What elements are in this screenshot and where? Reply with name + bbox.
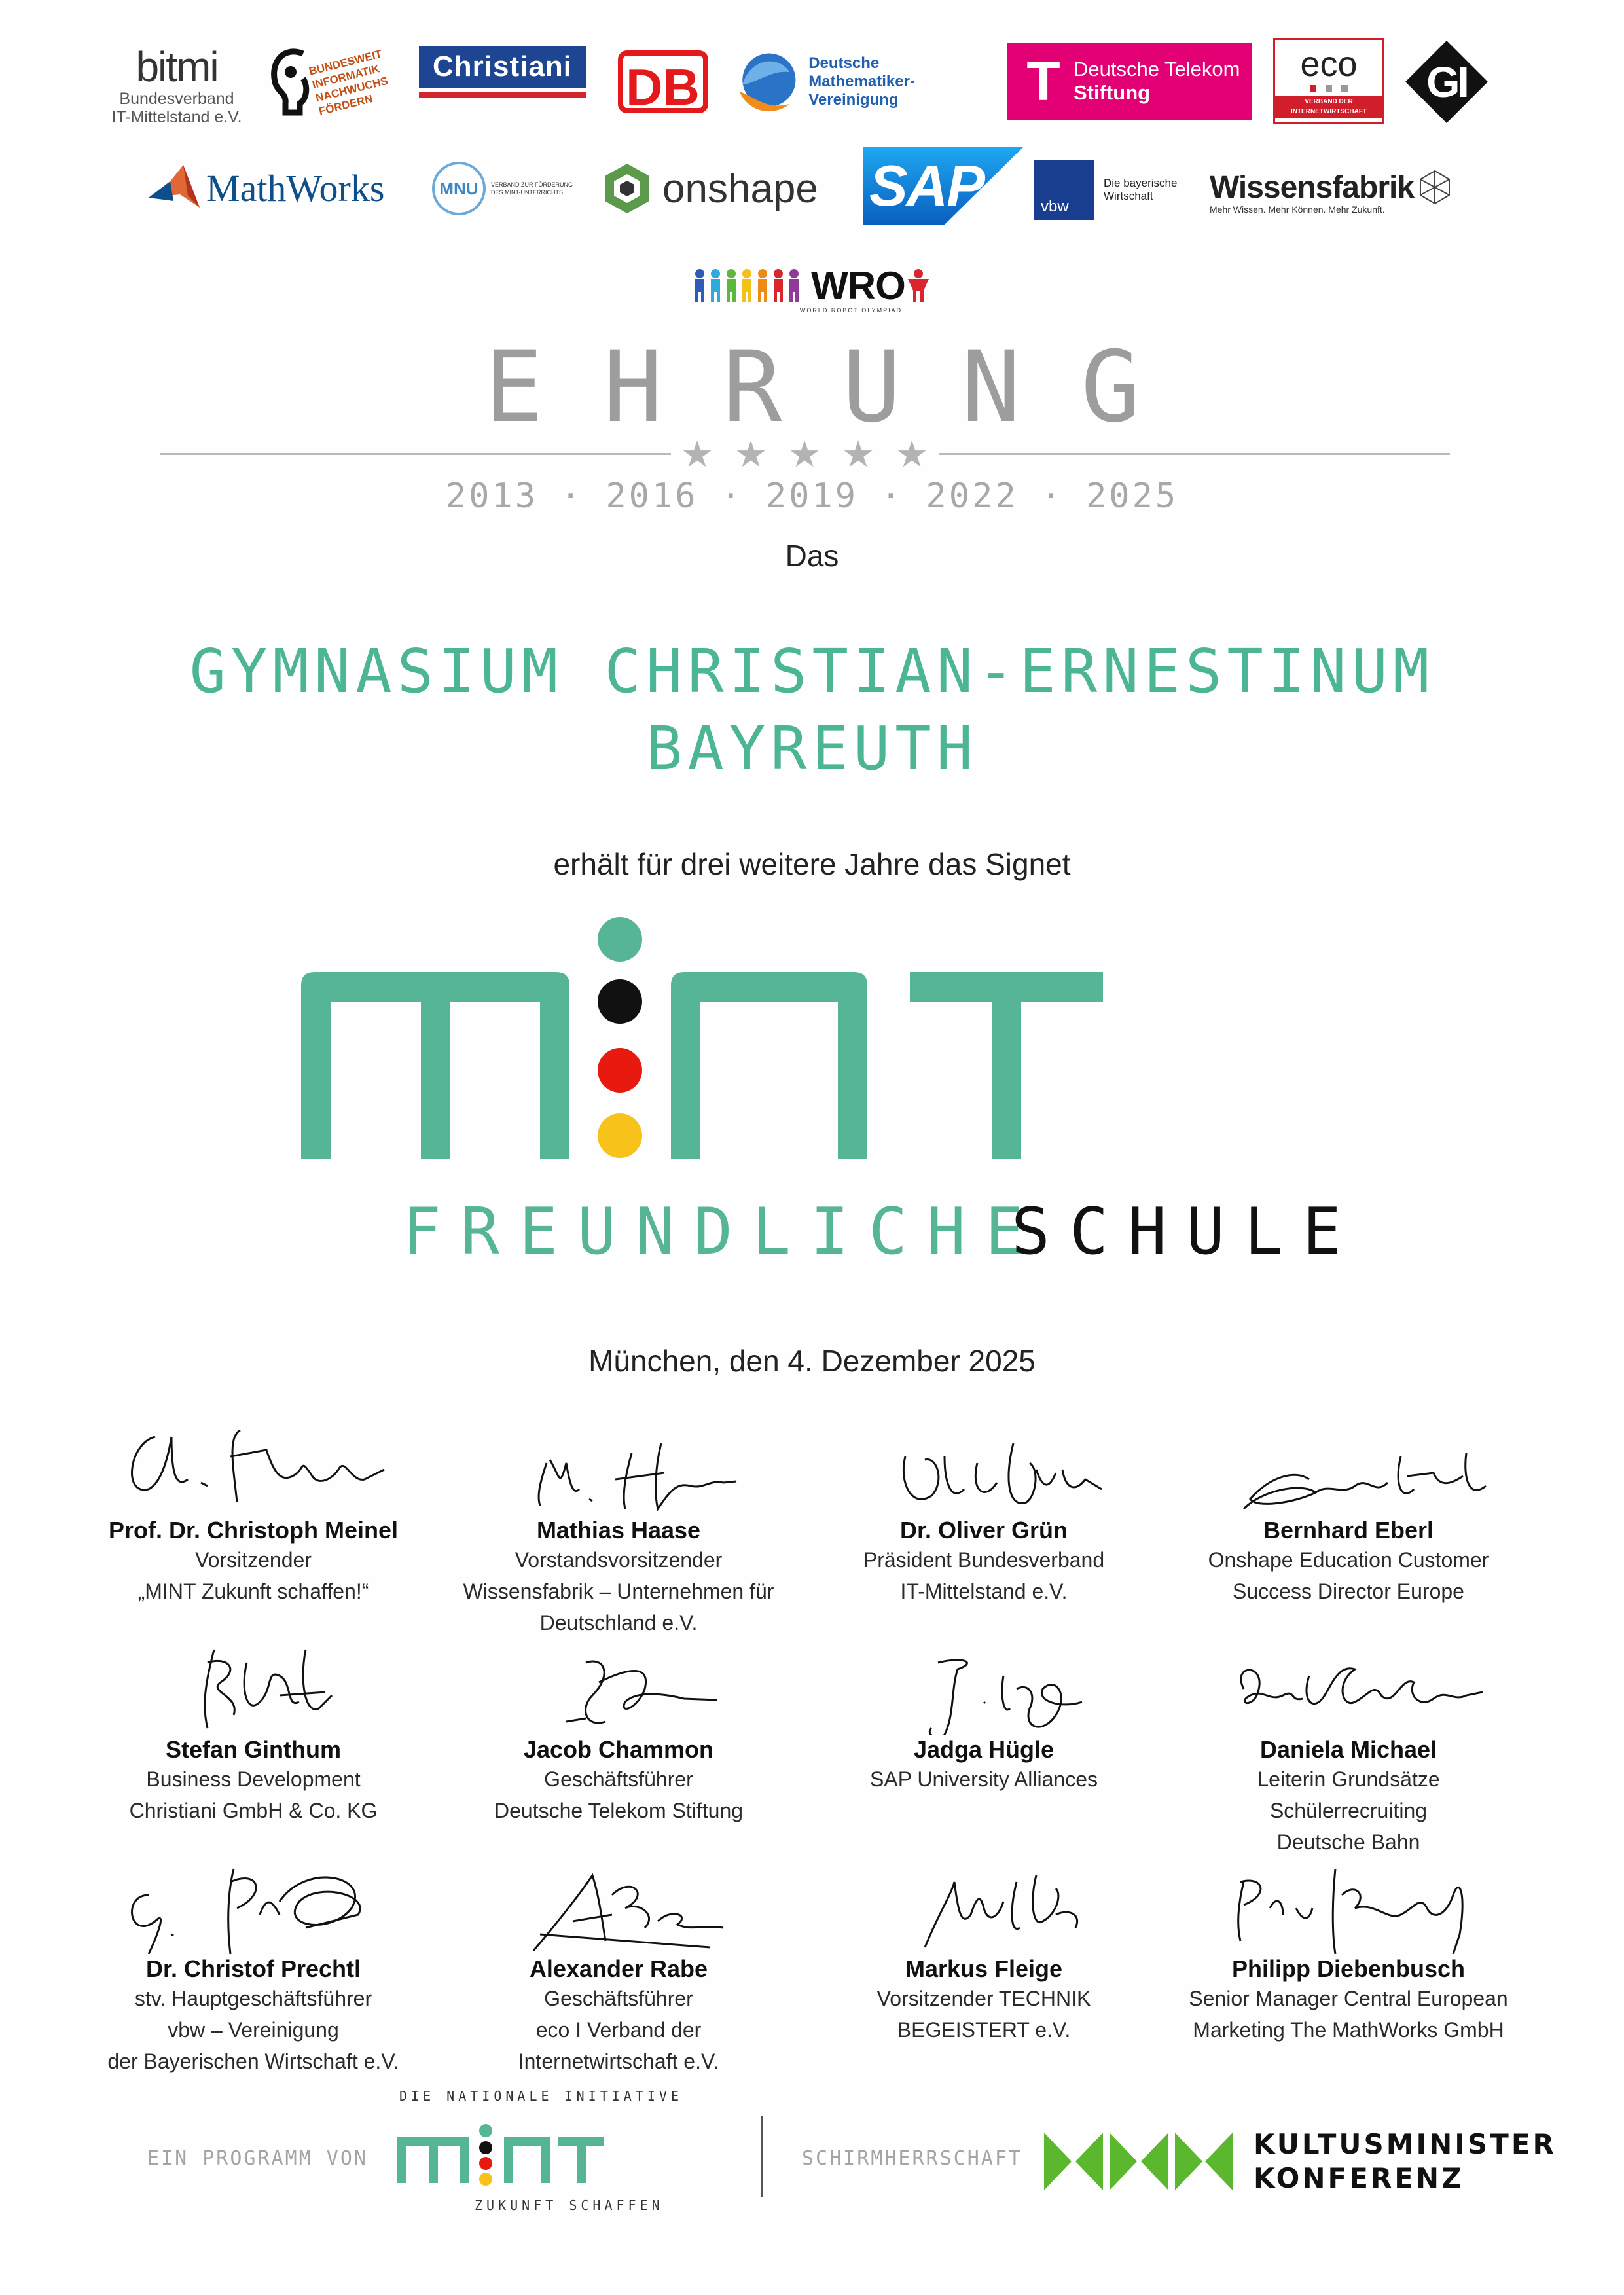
signatory-role: eco I Verband der [535,2018,702,2042]
handwritten-signature [1204,1417,1492,1515]
bwinf-text: BUNDESWEIT INFORMATIK NACHWUCHS FÖRDERN [307,47,389,118]
certificate-title: EHRUNG [484,331,1200,444]
handwritten-signature [840,1856,1128,1954]
mint-subtitle-freundliche: FREUNDLICHE [403,1195,1044,1269]
signature-block [1178,1856,1519,2046]
signatory-name: Jadga Hügle [913,1736,1055,1763]
mint-zukunft-logo [396,2118,605,2190]
dmv-logo [730,39,998,124]
bitmi-line2: IT-Mittelstand e.V. [111,108,242,126]
bwinf-logo [262,39,399,124]
eco-wordmark: eco [1300,45,1358,84]
eco-logo [1273,38,1384,124]
signature-block [814,1417,1154,1607]
mint-dot-red [598,1048,642,1093]
place-and-date: München, den 4. Dezember 2025 [588,1344,1036,1378]
eco-dots-icon [1310,85,1348,92]
signatory-name: Markus Fleige [905,1955,1063,1982]
award-year: 2016 [605,477,698,516]
vbw-mark [1034,160,1094,220]
signatory-name: Jacob Chammon [523,1736,714,1763]
kmk-logo-mark [1044,2133,1234,2190]
patronage-label: SCHIRMHERRSCHAFT [802,2147,1022,2170]
dmv-line1: Deutsche [808,54,880,72]
signatory-role: IT-Mittelstand e.V. [900,1580,1068,1603]
mint-dot-teal [598,917,642,962]
signatory-role: SAP University Alliances [870,1767,1098,1791]
dmv-mark-icon [730,46,799,118]
signature-block [448,1856,789,2077]
bwinf-head-icon [267,46,313,118]
signatory-role: Geschäftsführer [544,1987,693,2010]
signatory-role: stv. Hauptgeschäftsführer [134,1987,372,2010]
handwritten-signature [1204,1856,1492,1954]
signatory-role: Deutsche Telekom Stiftung [494,1799,744,1822]
signatory-role: Success Director Europe [1233,1580,1464,1603]
signature-block [83,1636,424,1826]
star-icon: ★ [895,433,929,476]
wro-people-icon [692,267,810,304]
gi-wordmark: GI [1426,58,1467,106]
award-subline: erhält für drei weitere Jahre das Signet [553,847,1071,881]
mint-dot-yellow [598,1113,642,1158]
telekom-line1: Deutsche Telekom [1074,58,1240,81]
signatory-role: Marketing The MathWorks GmbH [1193,2018,1504,2042]
signatory-role: vbw – Vereinigung [168,2018,339,2042]
mathworks-membrane-icon [147,162,201,214]
signatory-role: Onshape Education Customer [1208,1548,1489,1572]
db-wordmark: DB [618,50,708,113]
signatory-name: Daniela Michael [1259,1736,1437,1763]
wissensfabrik-tagline: Mehr Wissen. Mehr Können. Mehr Zukunft. [1210,204,1385,215]
kmk-line1: KULTUSMINISTER [1254,2128,1557,2160]
intro-text: Das [785,539,839,573]
kmk-line2: KONFERENZ [1254,2162,1464,2194]
wissensfabrik-wordmark: Wissensfabrik [1210,170,1415,205]
signature-block [448,1636,789,1826]
signatory-role: Business Development [146,1767,361,1791]
mint-zukunft-tagline: ZUKUNFT SCHAFFEN [475,2197,664,2213]
program-label: EIN PROGRAMM VON [147,2147,368,2170]
handwritten-signature [475,1636,763,1735]
vbw-logo [1034,157,1198,223]
onshape-hex-icon [602,162,652,215]
award-year: 2022 [926,477,1019,516]
signatory-role: der Bayerischen Wirtschaft e.V. [107,2050,399,2073]
signature-block [814,1636,1154,1795]
handwritten-signature [109,1636,397,1735]
signature-block [448,1417,789,1638]
signatory-name: Mathias Haase [536,1517,701,1544]
signature-block [1178,1417,1519,1607]
handwritten-signature [1204,1636,1492,1735]
national-initiative-label: DIE NATIONALE INITIATIVE [399,2088,683,2104]
wro-subtitle: WORLD ROBOT OLYMPIAD [799,306,903,314]
telekom-line2: Stiftung [1074,81,1151,104]
mnu-subtitle: VERBAND ZUR FÖRDERUNG DES MINT-UNTERRICHTS [491,181,573,196]
handwritten-signature [109,1856,397,1954]
school-name-line2: BAYREUTH [645,714,979,784]
school-name-line1: GYMNASIUM CHRISTIAN-ERNESTINUM [189,636,1435,706]
mint-signet-logo [298,910,1110,1172]
gi-logo [1401,36,1492,128]
star-icon: ★ [681,433,714,476]
mint-letters [301,972,1103,1159]
handwritten-signature [109,1417,397,1515]
christiani-wordmark: Christiani [419,46,586,88]
handwritten-signature [840,1417,1128,1515]
signatory-role: Vorstandsvorsitzender [514,1548,723,1572]
signatory-role: Vorsitzender TECHNIK [876,1987,1091,2010]
signatory-role: Christiani GmbH & Co. KG [129,1799,378,1822]
award-year: 2025 [1085,477,1179,516]
signatory-role: Senior Manager Central European [1189,1987,1508,2010]
signatory-name: Dr. Christof Prechtl [145,1955,361,1982]
bitmi-logo [108,36,245,134]
mnu-mark: MNU [432,162,486,215]
mnu-logo [432,154,583,223]
vbw-line2: Wirtschaft [1104,190,1153,202]
signatory-name: Dr. Oliver Grün [899,1517,1068,1544]
signatory-role: BEGEISTERT e.V. [897,2018,1071,2042]
wissensfabrik-network-icon [1419,170,1451,205]
onshape-wordmark: onshape [662,166,818,211]
db-logo [612,46,713,118]
sap-wordmark: SAP [869,153,984,218]
handwritten-signature [840,1636,1128,1735]
signatory-name: Stefan Ginthum [166,1736,341,1763]
wissensfabrik-logo [1210,162,1465,221]
award-year: 2013 [445,477,539,516]
christiani-logo [419,39,586,105]
onshape-logo [602,156,844,221]
signatory-name: Alexander Rabe [529,1955,708,1982]
mathworks-wordmark: MathWorks [206,166,385,209]
title-rule-right [939,453,1450,455]
bitmi-wordmark: bitmi [135,43,218,90]
wro-logo [674,262,949,314]
wro-red-person-icon [905,267,931,304]
handwritten-signature [475,1417,763,1515]
signature-block [814,1856,1154,2046]
signature-block [83,1856,424,2077]
christiani-red-stripe [419,92,586,98]
award-years: 2013 · 2016 · 2019 · 2022 · 2025 [445,477,1179,516]
telekom-stiftung-logo [1007,43,1252,120]
wro-wordmark: WRO [811,263,905,308]
signatory-role: Wissensfabrik – Unternehmen für [463,1580,774,1603]
vbw-mark-text: vbw [1041,198,1069,215]
dmv-line2: Mathematiker-Vereinigung [808,73,915,109]
signatory-role: Internetwirtschaft e.V. [518,2050,719,2073]
signatory-name: Prof. Dr. Christoph Meinel [108,1517,399,1544]
telekom-t-icon: T [1026,50,1060,112]
footer-divider [761,2116,763,2197]
signatory-role: Geschäftsführer [544,1767,693,1791]
vbw-line1: Die bayerische [1104,177,1178,189]
mint-subtitle-schule: SCHULE [1011,1195,1362,1269]
signature-block [83,1417,424,1607]
mathworks-logo [147,152,403,224]
signature-block [1178,1636,1519,1858]
eco-subtitle: VERBAND DER INTERNETWIRTSCHAFT [1275,96,1382,118]
signatory-name: Bernhard Eberl [1263,1517,1434,1544]
signatory-role: Schülerrecruiting [1269,1799,1428,1822]
award-year: 2019 [765,477,859,516]
signatory-role: Präsident Bundesverband [863,1548,1105,1572]
mint-dot-black [598,979,642,1024]
title-rule-left [160,453,671,455]
signatory-role: Deutschland e.V. [539,1611,698,1635]
signatory-role: Leiterin Grundsätze [1257,1767,1440,1791]
star-icon: ★ [734,433,768,476]
star-icon: ★ [788,433,821,476]
sap-logo [863,147,1023,225]
signatory-role: Vorsitzender [195,1548,312,1572]
signatory-name: Philipp Diebenbusch [1231,1955,1466,1982]
handwritten-signature [475,1856,763,1954]
signatory-role: „MINT Zukunft schaffen!“ [137,1580,369,1603]
star-icon: ★ [842,433,875,476]
signatory-role: Deutsche Bahn [1276,1830,1420,1854]
bitmi-line1: Bundesverband [119,90,234,108]
